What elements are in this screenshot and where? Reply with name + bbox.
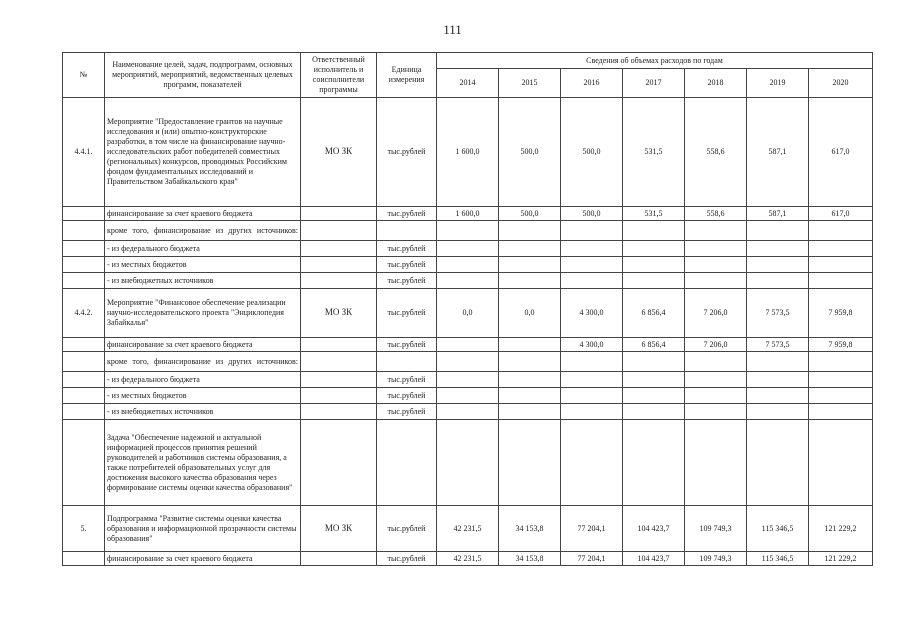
row-unit: тыс.рублей — [377, 338, 437, 352]
row-number — [63, 352, 105, 372]
row-value — [685, 352, 747, 372]
row-unit: тыс.рублей — [377, 257, 437, 273]
row-value — [561, 241, 623, 257]
row-unit: тыс.рублей — [377, 98, 437, 207]
row-number — [63, 207, 105, 221]
row-unit: тыс.рублей — [377, 372, 437, 388]
table-row — [63, 273, 873, 289]
row-unit — [377, 420, 437, 506]
row-value — [499, 388, 561, 404]
table-row — [63, 338, 873, 352]
row-value: 558,6 — [685, 98, 747, 207]
row-unit — [377, 352, 437, 372]
table-row — [63, 289, 873, 338]
row-number — [63, 388, 105, 404]
row-name: Мероприятие "Финансовое обеспечение реализации научно-исследовательского проекта "Энциклопедия Забайкалья" — [105, 289, 301, 338]
row-value — [437, 221, 499, 241]
row-value: 7 206,0 — [685, 289, 747, 338]
row-value — [623, 241, 685, 257]
row-value — [499, 241, 561, 257]
row-value — [561, 352, 623, 372]
row-value — [561, 257, 623, 273]
row-value: 34 153,8 — [499, 552, 561, 566]
row-value — [561, 273, 623, 289]
table-row — [63, 207, 873, 221]
row-value — [623, 404, 685, 420]
row-value — [561, 404, 623, 420]
row-value: 4 300,0 — [561, 289, 623, 338]
row-value: 0,0 — [437, 289, 499, 338]
row-value: 500,0 — [561, 98, 623, 207]
row-value — [747, 241, 809, 257]
table-row — [63, 372, 873, 388]
table-row — [63, 98, 873, 207]
row-name: финансирование за счет краевого бюджета — [105, 207, 301, 221]
row-name: - из федерального бюджета — [105, 241, 301, 257]
row-value — [685, 404, 747, 420]
row-unit: тыс.рублей — [377, 289, 437, 338]
row-number — [63, 221, 105, 241]
row-value: 115 346,5 — [747, 552, 809, 566]
table-row — [63, 352, 873, 372]
row-value: 1 600,0 — [437, 98, 499, 207]
row-value — [499, 221, 561, 241]
row-responsible: МО ЗК — [301, 506, 377, 552]
header-year: 2014 — [437, 69, 499, 98]
row-number — [63, 273, 105, 289]
row-value: 34 153,8 — [499, 506, 561, 552]
row-value — [437, 420, 499, 506]
row-value: 587,1 — [747, 98, 809, 207]
row-value — [685, 388, 747, 404]
row-value — [623, 273, 685, 289]
row-responsible — [301, 338, 377, 352]
row-value — [623, 221, 685, 241]
row-value — [685, 273, 747, 289]
row-value — [747, 420, 809, 506]
row-unit: тыс.рублей — [377, 388, 437, 404]
row-value: 1 600,0 — [437, 207, 499, 221]
row-value: 500,0 — [561, 207, 623, 221]
row-name: Подпрограмма "Развитие системы оценки качества образования и информационной прозрачности системы образования" — [105, 506, 301, 552]
row-value: 6 856,4 — [623, 338, 685, 352]
row-responsible — [301, 241, 377, 257]
row-value: 42 231,5 — [437, 552, 499, 566]
row-value — [809, 420, 873, 506]
header-number: № — [63, 53, 105, 98]
row-value — [499, 338, 561, 352]
row-value: 109 749,3 — [685, 506, 747, 552]
row-value: 617,0 — [809, 207, 873, 221]
row-responsible — [301, 372, 377, 388]
row-name: - из внебюджетных источников — [105, 404, 301, 420]
row-unit: тыс.рублей — [377, 404, 437, 420]
row-unit: тыс.рублей — [377, 207, 437, 221]
row-name: - из местных бюджетов — [105, 257, 301, 273]
row-value: 42 231,5 — [437, 506, 499, 552]
header-name: Наименование целей, задач, подпрограмм, основных мероприятий, мероприятий, ведомственных целевых программ, показателей — [105, 53, 301, 98]
row-value — [809, 404, 873, 420]
row-value — [499, 257, 561, 273]
row-responsible: МО ЗК — [301, 289, 377, 338]
table-row — [63, 257, 873, 273]
row-number — [63, 404, 105, 420]
row-name: - из внебюджетных источников — [105, 273, 301, 289]
row-responsible — [301, 221, 377, 241]
row-value: 7 573,5 — [747, 338, 809, 352]
row-responsible — [301, 420, 377, 506]
header-year: 2016 — [561, 69, 623, 98]
table-row — [63, 388, 873, 404]
row-value — [623, 352, 685, 372]
row-name: - из местных бюджетов — [105, 388, 301, 404]
row-value: 77 204,1 — [561, 506, 623, 552]
row-value — [561, 388, 623, 404]
row-value — [809, 241, 873, 257]
row-value — [437, 372, 499, 388]
row-responsible — [301, 273, 377, 289]
row-number — [63, 257, 105, 273]
row-name — [105, 352, 301, 372]
table-row — [63, 506, 873, 552]
row-number — [63, 241, 105, 257]
row-value — [437, 273, 499, 289]
row-name: Задача "Обеспечение надежной и актуальной информацией процессов принятия решений руководителей и работников системы образования, а также потребителей образовательных услуг для достижения высокого качества образования через формирование системы оценки качества образования" — [105, 420, 301, 506]
row-value: 587,1 — [747, 207, 809, 221]
row-value: 7 573,5 — [747, 289, 809, 338]
table-row — [63, 404, 873, 420]
row-value — [561, 372, 623, 388]
row-value — [623, 388, 685, 404]
row-value — [561, 221, 623, 241]
row-number: 5. — [63, 506, 105, 552]
row-value — [437, 404, 499, 420]
row-name — [105, 221, 301, 241]
header-year: 2020 — [809, 69, 873, 98]
row-value: 500,0 — [499, 207, 561, 221]
row-value — [437, 388, 499, 404]
row-unit — [377, 221, 437, 241]
row-value — [623, 257, 685, 273]
row-value — [747, 257, 809, 273]
row-value — [437, 352, 499, 372]
row-value — [747, 404, 809, 420]
header-years-group: Сведения об объемах расходов по годам — [437, 53, 873, 69]
header-year: 2018 — [685, 69, 747, 98]
row-name-text: кроме того, финансирование из других источников: — [107, 225, 298, 235]
row-value — [499, 273, 561, 289]
row-value — [685, 372, 747, 388]
row-value — [685, 221, 747, 241]
header-year: 2019 — [747, 69, 809, 98]
row-number: 4.4.1. — [63, 98, 105, 207]
row-unit: тыс.рублей — [377, 552, 437, 566]
row-responsible — [301, 207, 377, 221]
row-responsible — [301, 552, 377, 566]
row-name: финансирование за счет краевого бюджета — [105, 338, 301, 352]
row-value — [437, 257, 499, 273]
row-value: 531,5 — [623, 207, 685, 221]
row-value — [623, 372, 685, 388]
row-value — [809, 257, 873, 273]
row-value — [437, 241, 499, 257]
row-value — [499, 372, 561, 388]
row-value: 6 856,4 — [623, 289, 685, 338]
row-value — [499, 420, 561, 506]
row-responsible — [301, 257, 377, 273]
row-value: 121 229,2 — [809, 552, 873, 566]
table-row — [63, 221, 873, 241]
row-value — [747, 388, 809, 404]
row-value — [809, 352, 873, 372]
row-value — [499, 352, 561, 372]
row-value — [747, 372, 809, 388]
row-value: 4 300,0 — [561, 338, 623, 352]
table-row — [63, 420, 873, 506]
row-unit: тыс.рублей — [377, 241, 437, 257]
row-value: 617,0 — [809, 98, 873, 207]
row-number — [63, 552, 105, 566]
row-value — [685, 420, 747, 506]
row-value: 7 959,8 — [809, 338, 873, 352]
row-number — [63, 372, 105, 388]
row-value — [747, 273, 809, 289]
row-value: 7 206,0 — [685, 338, 747, 352]
row-value — [747, 221, 809, 241]
row-value — [561, 420, 623, 506]
row-number — [63, 338, 105, 352]
row-value: 0,0 — [499, 289, 561, 338]
row-value: 7 959,8 — [809, 289, 873, 338]
row-value: 500,0 — [499, 98, 561, 207]
row-value — [499, 404, 561, 420]
row-value — [809, 388, 873, 404]
row-responsible — [301, 352, 377, 372]
header-year: 2017 — [623, 69, 685, 98]
row-value — [747, 352, 809, 372]
row-value: 104 423,7 — [623, 552, 685, 566]
row-value: 558,6 — [685, 207, 747, 221]
row-value: 77 204,1 — [561, 552, 623, 566]
table-row — [63, 241, 873, 257]
row-responsible — [301, 388, 377, 404]
row-name: финансирование за счет краевого бюджета — [105, 552, 301, 566]
row-value — [809, 273, 873, 289]
row-name-text: кроме того, финансирование из других источников: — [107, 356, 298, 366]
row-unit: тыс.рублей — [377, 273, 437, 289]
row-name: Мероприятие "Предоставление грантов на научные исследования и (или) опытно-конструкторские разработки, в том числе на финансирование научно-исследовательских работ победителей совместных (региональных) конкурсов, проводимых Российским фондом фундаментальных исследований и Правительством Забайкальского края" — [105, 98, 301, 207]
row-responsible: МО ЗК — [301, 98, 377, 207]
table-row — [63, 552, 873, 566]
row-value: 104 423,7 — [623, 506, 685, 552]
budget-table — [62, 52, 873, 566]
row-value: 109 749,3 — [685, 552, 747, 566]
row-responsible — [301, 404, 377, 420]
row-unit: тыс.рублей — [377, 506, 437, 552]
header-unit: Единица измерения — [377, 53, 437, 98]
row-value — [809, 372, 873, 388]
header-year: 2015 — [499, 69, 561, 98]
row-value — [685, 241, 747, 257]
row-value — [437, 338, 499, 352]
row-value: 121 229,2 — [809, 506, 873, 552]
row-name: - из федерального бюджета — [105, 372, 301, 388]
row-value: 115 346,5 — [747, 506, 809, 552]
row-value: 531,5 — [623, 98, 685, 207]
header-responsible: Ответственный исполнитель и соисполнители программы — [301, 53, 377, 98]
row-value — [685, 257, 747, 273]
page-number: 111 — [443, 22, 462, 37]
row-value — [623, 420, 685, 506]
row-value — [809, 221, 873, 241]
row-number: 4.4.2. — [63, 289, 105, 338]
row-number — [63, 420, 105, 506]
